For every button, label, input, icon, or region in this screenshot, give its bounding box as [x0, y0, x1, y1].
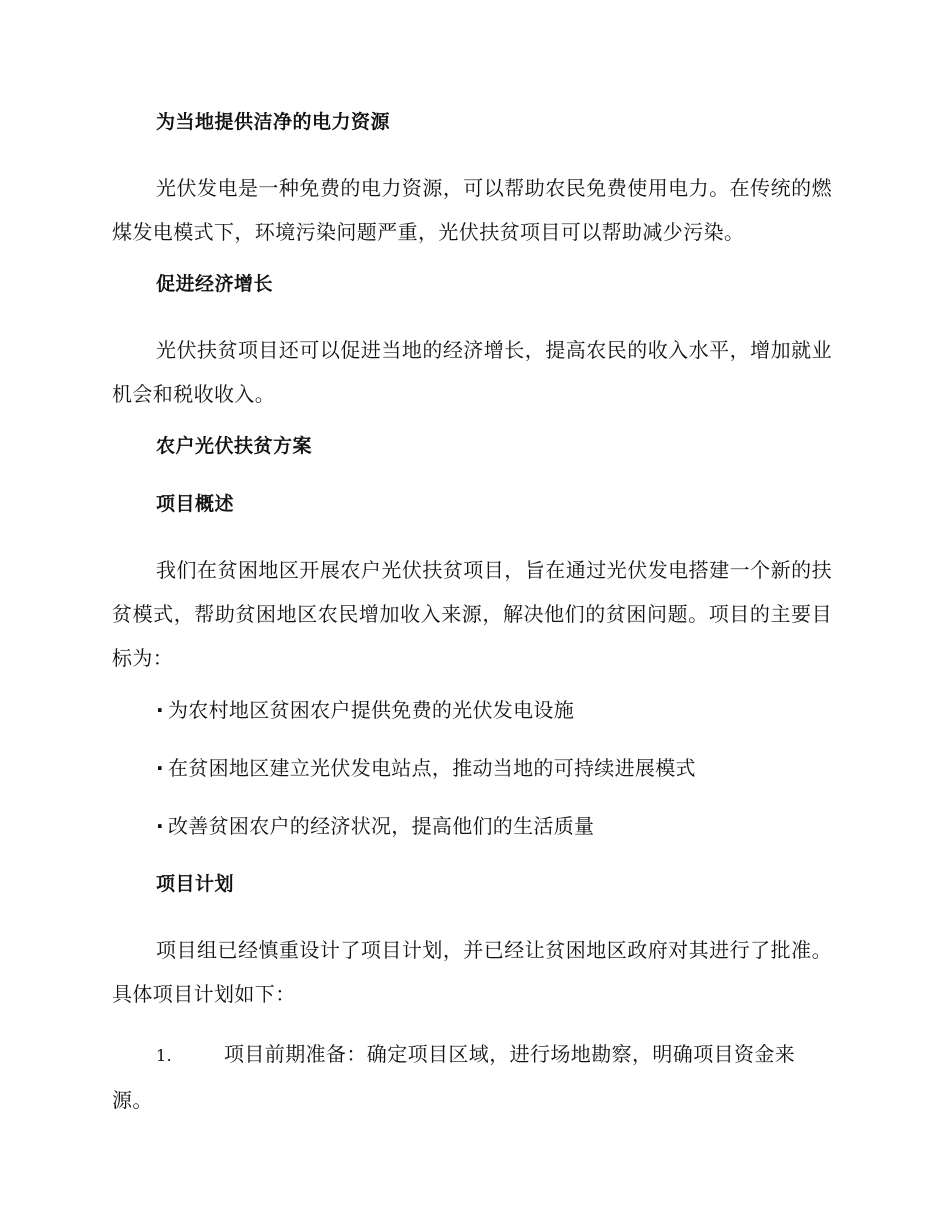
section-heading-pv-plan: 农户光伏扶贫方案: [156, 435, 313, 457]
numbered-item: [112, 1032, 832, 1122]
bullet-marker: ·: [156, 814, 164, 838]
document-body: [112, 108, 832, 1122]
bullet-text: 在贫困地区建立光伏发电站点，推动当地的可持续进展模式: [168, 756, 696, 780]
bullet-text: 为农村地区贫困农户提供免费的光伏发电设施: [168, 698, 574, 722]
bullet-item: [112, 812, 832, 840]
section-heading-overview: 项目概述: [156, 493, 235, 515]
numbered-text: 项目前期准备：确定项目区域，进行场地勘察，明确项目资金来源。: [112, 1042, 796, 1112]
paragraph-overview: 我们在贫困地区开展农户光伏扶贫项目，旨在通过光伏发电搭建一个新的扶贫模式，帮助贫困地区农民增加收入来源，解决他们的贫困问题。项目的主要目标为：: [112, 558, 832, 670]
bullet-item: [112, 754, 832, 782]
number-marker: 1.: [156, 1046, 173, 1065]
bullet-marker: ·: [156, 756, 164, 780]
paragraph-clean-power: 光伏发电是一种免费的电力资源，可以帮助农民免费使用电力。在传统的燃煤发电模式下，环境污染问题严重，光伏扶贫项目可以帮助减少污染。: [112, 176, 832, 244]
section-heading-economic-growth: 促进经济增长: [156, 273, 274, 295]
paragraph-project-plan: 项目组已经慎重设计了项目计划，并已经让贫困地区政府对其进行了批准。具体项目计划如下：: [112, 938, 832, 1006]
bullet-text: 改善贫困农户的经济状况，提高他们的生活质量: [168, 814, 595, 838]
section-heading-project-plan: 项目计划: [156, 873, 235, 895]
bullet-item: [112, 696, 832, 724]
bullet-marker: ·: [156, 698, 164, 722]
section-heading-clean-power: 为当地提供洁净的电力资源: [156, 111, 391, 133]
paragraph-economic-growth: 光伏扶贫项目还可以促进当地的经济增长，提高农民的收入水平，增加就业机会和税收收入。: [112, 338, 832, 406]
